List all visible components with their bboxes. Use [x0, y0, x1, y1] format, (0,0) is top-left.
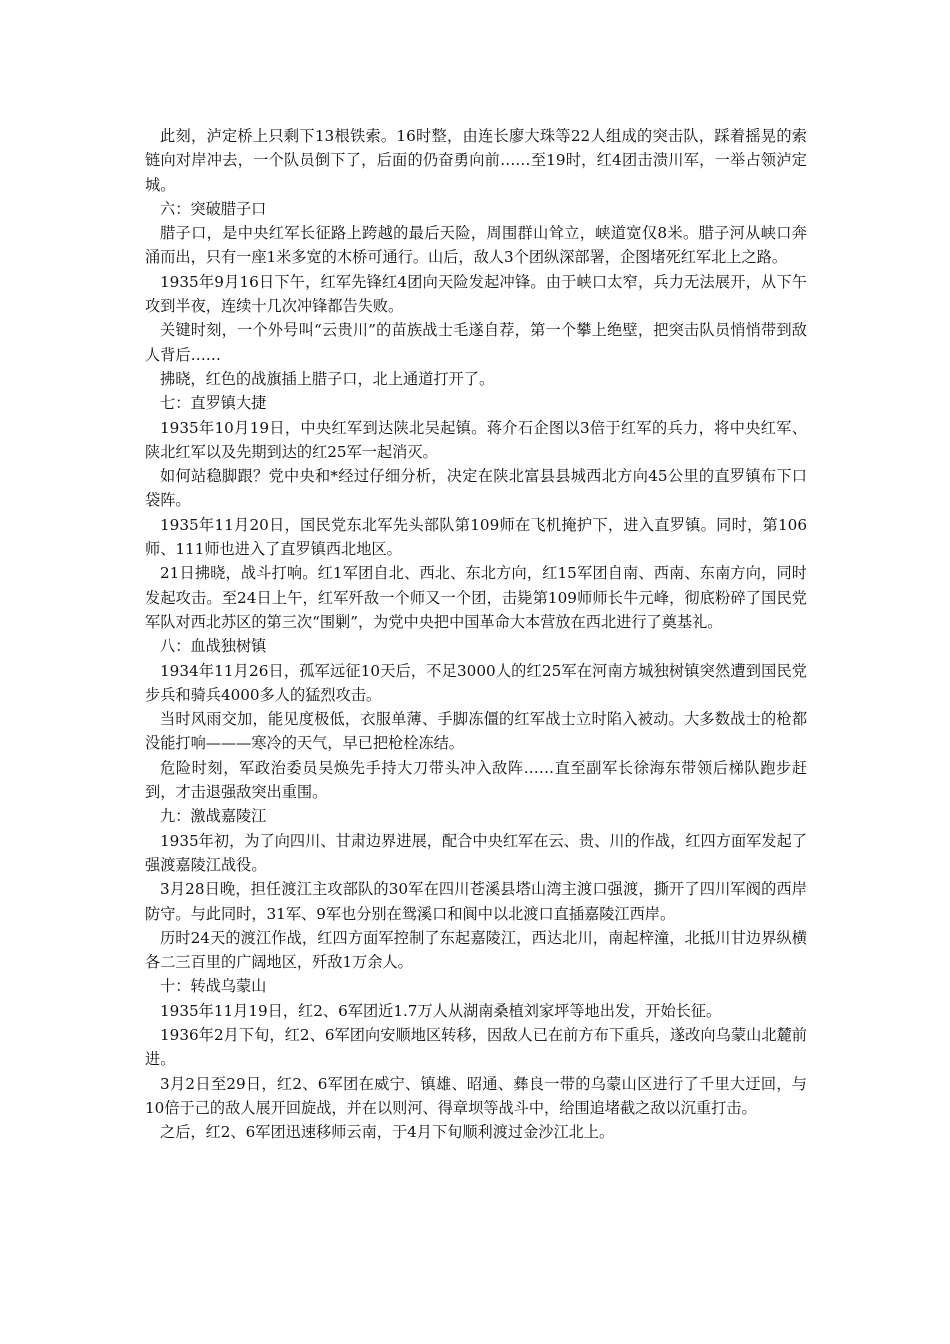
paragraph: 关键时刻，一个外号叫“云贵川”的苗族战士毛遂自荐，第一个攀上绝壁，把突击队员悄悄带到敌人背后…… — [145, 321, 807, 364]
paragraph: 1935年11月19日，红2、6军团近1.7万人从湖南桑植刘家坪等地出发，开始长征。 — [160, 1001, 722, 1020]
paragraph: 历时24天的渡江作战，红四方面军控制了东起嘉陵江，西达北川，南起梓潼，北抵川甘边界纵横各二三百里的广阔地区，歼敌1万余人。 — [145, 928, 807, 972]
section-heading: 十：转战乌蒙山 — [160, 977, 267, 996]
section-heading: 六：突破腊子口 — [160, 199, 267, 218]
paragraph: 1935年9月16日下午，红军先锋红4团向天险发起冲锋。由于峡口太窄，兵力无法展开，从下午攻到半夜，连续十几次冲锋都告失败。 — [145, 272, 807, 316]
section-heading: 九：激战嘉陵江 — [160, 807, 267, 826]
paragraph: 21日拂晓，战斗打响。红1军团自北、西北、东北方向，红15军团自南、西南、东南方向，同时发起攻击。至24日上午，红军歼敌一个师又一个团，击毙第109师师长牛元峰，彻底粉碎了国民党军队对西北苏区的第三次“围剿”，为党中央把中国革命大本营放在西北进行了奠基礼。 — [145, 564, 807, 631]
paragraph: 当时风雨交加，能见度极低，衣服单薄、手脚冻僵的红军战士立时陷入被动。大多数战士的枪都没能打响———寒冷的天气，早已把枪栓冻结。 — [145, 710, 807, 753]
paragraph: 危险时刻，军政治委员吴焕先手持大刀带头冲入敌阵……直至副军长徐海东带领后梯队跑步赶到，才击退强敌突出重围。 — [145, 758, 807, 802]
paragraph: 拂晓，红色的战旗插上腊子口，北上通道打开了。 — [160, 369, 495, 388]
paragraph: 之后，红2、6军团迅速移师云南，于4月下旬顺利渡过金沙江北上。 — [160, 1123, 615, 1142]
paragraph: 1936年2月下旬，红2、6军团向安顺地区转移，因敌人已在前方布下重兵，遂改向乌蒙山北麓前进。 — [145, 1025, 807, 1069]
document-page — [145, 124, 807, 1144]
paragraph: 腊子口，是中央红军长征路上跨越的最后天险，周围群山耸立，峡道宽仅8米。腊子河从峡口奔涌而出，只有一座1米多宽的木桥可通行。山后，敌人3个团纵深部署，企图堵死红军北上之路。 — [145, 224, 807, 267]
paragraph: 1935年10月19日，中央红军到达陕北吴起镇。蒋介石企图以3倍于红军的兵力，将中央红军、陕北红军以及先期到达的红25军一起消灭。 — [145, 418, 807, 461]
paragraph: 3月28日晚，担任渡江主攻部队的30军在四川苍溪县塔山湾主渡口强渡，撕开了四川军阀的西岸防守。与此同时，31军、9军也分别在鸳溪口和阆中以北渡口直插嘉陵江西岸。 — [145, 880, 807, 923]
paragraph: 1934年11月26日，孤军远征10天后，不足3000人的红25军在河南方城独树镇突然遭到国民党步兵和骑兵4000多人的猛烈攻击。 — [145, 661, 807, 704]
section-heading: 七：直罗镇大捷 — [160, 394, 267, 413]
paragraph: 1935年初，为了向四川、甘肃边界进展，配合中央红军在云、贵、川的作战，红四方面军发起了强渡嘉陵江战役。 — [145, 831, 807, 874]
paragraph: 如何站稳脚跟？党中央和*经过仔细分析，决定在陕北富县县城西北方向45公里的直罗镇布下口袋阵。 — [145, 467, 807, 510]
paragraph: 3月2日至29日，红2、6军团在威宁、镇雄、昭通、彝良一带的乌蒙山区进行了千里大迂回，与10倍于己的敌人展开回旋战，并在以则河、得章坝等战斗中，给围追堵截之敌以沉重打击。 — [145, 1074, 807, 1117]
paragraph: 1935年11月20日，国民党东北军先头部队第109师在飞机掩护下，进入直罗镇。同时，第106师、111师也进入了直罗镇西北地区。 — [145, 515, 807, 559]
paragraph: 此刻，泸定桥上只剩下13根铁索。16时整，由连长廖大珠等22人组成的突击队，踩着摇晃的索链向对岸冲去，一个队员倒下了，后面的仍奋勇向前……至19时，红4团击溃川军，一举占领泸定城。 — [145, 127, 807, 194]
section-heading: 八：血战独树镇 — [160, 637, 267, 656]
